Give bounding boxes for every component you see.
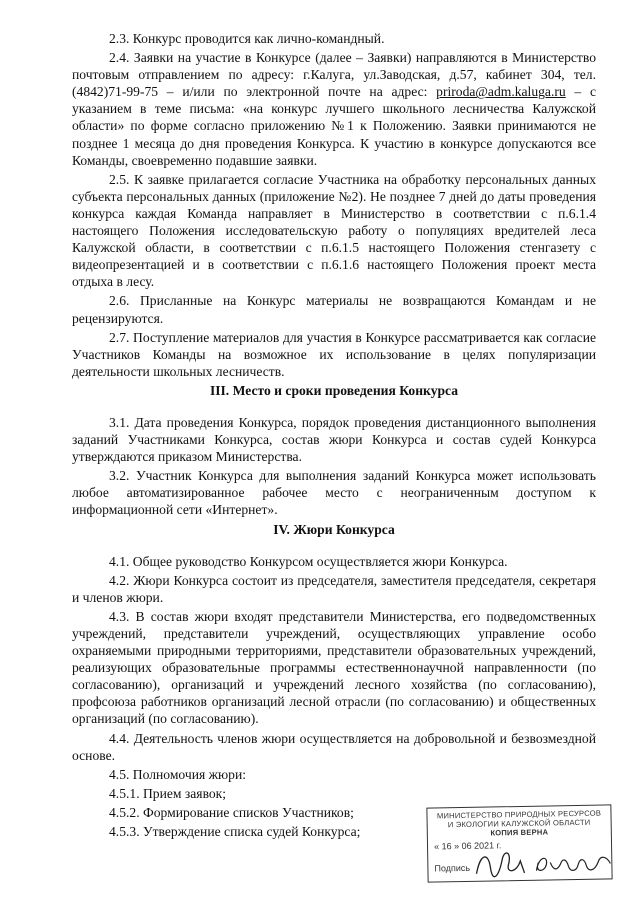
clause-4-5-2: 4.5.2. Формирование списков Участников; — [109, 804, 354, 820]
handwritten-signature — [468, 841, 619, 884]
email-link[interactable]: priroda@adm.kaluga.ru — [436, 84, 566, 100]
clause-4-5: 4.5. Полномочия жюри: — [109, 766, 247, 782]
clause-2-4-text-end: – с указанием в теме письма: «на конкурс лучшего школьного лесничества Калужской области» по форме согласно приложению №1 к Положению. Заявки принимаются не позднее 1 месяца до дня проведения Конкурса. К участию в конкурсе допускаются все Команды, своевременно подавшие заявки. — [72, 84, 596, 168]
stamp-signature-label: Подпись — [434, 862, 471, 874]
clause-4-4: 4.4. Деятельность членов жюри осуществляется на добровольной и безвозмездной основе. — [72, 730, 596, 763]
section-3-heading: III. Место и сроки проведения Конкурса — [209, 382, 459, 398]
certification-stamp — [426, 804, 612, 882]
clause-4-5-3: 4.5.3. Утверждение списка судей Конкурса; — [109, 824, 361, 840]
clause-3-2: 3.2. Участник Конкурса для выполнения заданий Конкурса может использовать любое автоматизированное рабочее место с неограниченным доступом к информационной сети «Интернет». — [72, 468, 596, 518]
clause-4-3: 4.3. В состав жюри входят представители Министерства, его подведомственных учреждений, представители учреждений, осуществляющих управление особо охраняемыми природными территориями, представители образовательных учреждений, реализующих образовательные программы естественнонаучной направленности (по согласованию), организаций и учреждений лесного хозяйства (по согласованию), профсоюза работников организаций лесной отрасли (по согласованию) и общественных организаций (по согласованию). — [72, 608, 596, 727]
clause-4-5-1: 4.5.1. Прием заявок; — [109, 785, 227, 801]
clause-4-2: 4.2. Жюри Конкурса состоит из председателя, заместителя председателя, секретаря и членов жюри. — [72, 572, 596, 605]
clause-4-1: 4.1. Общее руководство Конкурсом осуществляется жюри Конкурса. — [109, 553, 508, 569]
clause-3-1: 3.1. Дата проведения Конкурса, порядок проведения дистанционного выполнения заданий Участниками Конкурса, состав жюри Конкурса и состав судей Конкурса утверждаются приказом Министерства. — [72, 414, 596, 465]
clause-2-5: 2.5. К заявке прилагается согласие Участника на обработку персональных данных субъекта персональных данных (приложение №2). Не позднее 7 дней до даты проведения конкурса каждая Команда направляет в Министерство в соответствии с п.6.1.4 настоящего Положения исследовательскую работу о популяциях вредителей леса Калужской области, в соответствии с п.6.1.5 настоящего Положения стенгазету с видеопрезентацией и в соответствии с п.6.1.6 настоящего Положения проект места отдыха в лесу. — [72, 171, 596, 290]
stamp-copy-line: КОПИЯ ВЕРНА — [490, 827, 549, 838]
document-body — [72, 30, 596, 840]
section-4-heading: IV. Жюри Конкурса — [273, 521, 395, 537]
stamp-date: « 16 » 06 2021 г. — [433, 840, 502, 852]
stamp-ministry-line: МИНИСТЕРСТВО ПРИРОДНЫХ РЕСУРСОВ — [436, 808, 602, 821]
clause-2-3: 2.3. Конкурс проводится как лично-командный. — [109, 31, 385, 46]
clause-2-7: 2.7. Поступление материалов для участия в Конкурсе рассматривается как согласие Участников Команды на возможное их использование в целях популяризации деятельности школьных лесничеств. — [72, 329, 596, 379]
clause-2-6: 2.6. Присланные на Конкурс материалы не возвращаются Командам и не рецензируются. — [72, 293, 596, 326]
clause-2-4-text-start: 2.4. Заявки на участие в Конкурсе (далее – Заявки) направляются в Министерство почтовым отправлением по адресу: г.Калуга, ул.Заводская, д.57, кабинет 304, тел.(4842)71-99-75 – и/или по электронной почте на адрес: — [72, 50, 596, 100]
clause-2-4 — [72, 49, 596, 169]
stamp-region-line: И ЭКОЛОГИИ КАЛУЖСКОЙ ОБЛАСТИ — [447, 817, 591, 830]
